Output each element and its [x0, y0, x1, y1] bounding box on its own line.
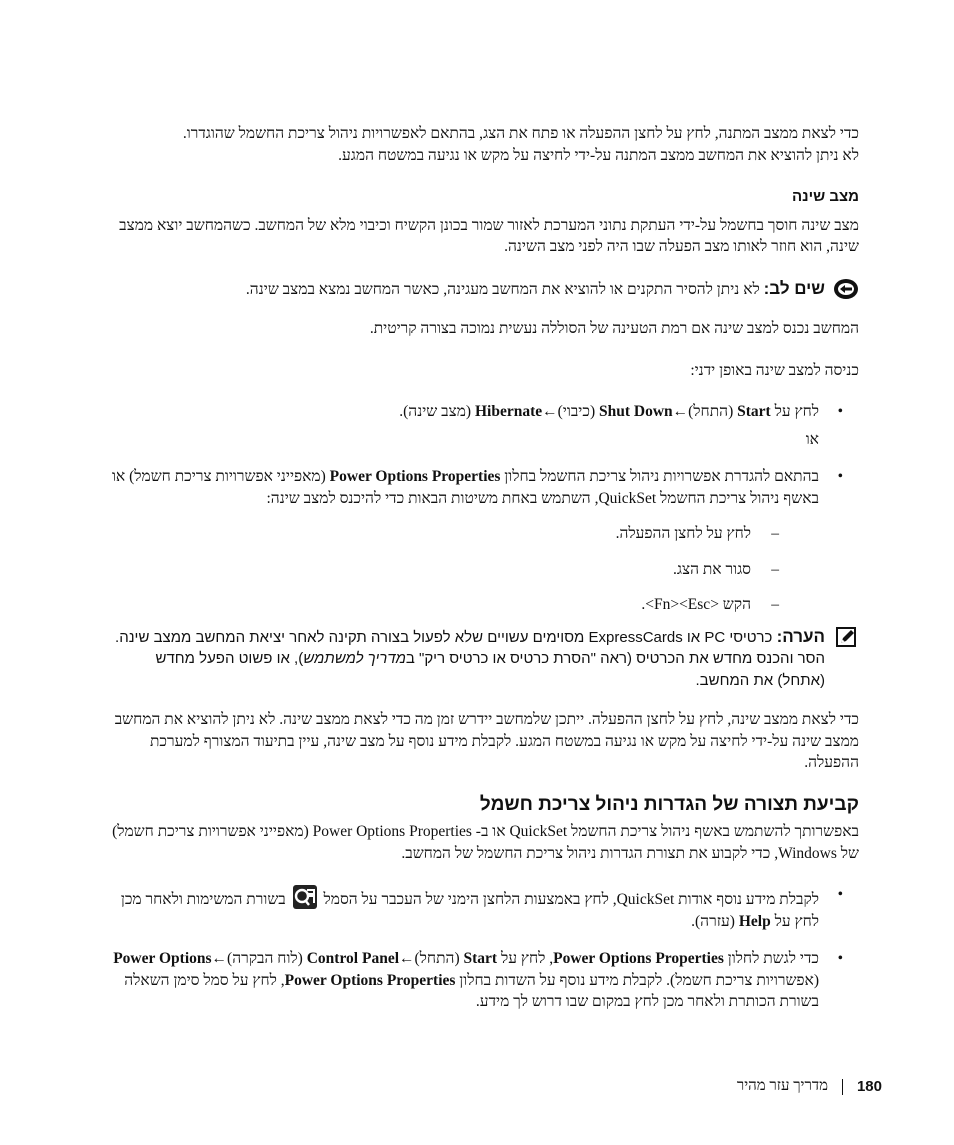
note-block — [104, 626, 859, 692]
sub-list — [104, 523, 819, 616]
text: (מצב שינה). — [399, 403, 475, 420]
note-body-1: כרטיסי PC או ExpressCards מסוימים עשויים שלא לפעול בצורה תקינה לאחר יציאת המחשב ממצב שינה. הסר והכנס מחדש את הכרטיס (ראה "הסרת כרטיס או כרטיס ריק" ב — [115, 628, 825, 667]
text: , לחץ על — [497, 950, 554, 967]
text: (התחל) — [414, 950, 464, 967]
sub-item: – הקש <Fn><Esc>. — [104, 594, 819, 616]
text: לחץ על — [770, 403, 819, 420]
sub-item: – סגור את הצג. — [104, 559, 819, 581]
config-heading: קביעת תצורה של הגדרות ניהול צריכת חשמל — [479, 793, 859, 815]
power-options-ref: Power Options — [113, 950, 212, 967]
arrow-icon: ← — [399, 950, 415, 967]
notice-label: שים לב: — [763, 278, 825, 298]
list-item — [104, 948, 859, 1013]
control-panel-ref: Control Panel — [306, 950, 400, 967]
quickset-taskbar-icon — [292, 884, 318, 910]
text: (לוח הבקרה) — [227, 950, 307, 967]
user-guide-ref: מדריך למשתמש — [303, 650, 406, 667]
note-pencil-icon — [833, 626, 859, 648]
arrow-icon: ← — [211, 950, 228, 967]
or-text: או — [805, 430, 819, 448]
notice-text — [104, 278, 825, 301]
text: (התחל) — [688, 403, 738, 420]
text: , לחץ על סמל סימן השאלה בשורת הכותרת ולאחר מכן לחץ במקום שבו דרוש לך מידע. — [124, 971, 819, 1010]
hibernate-ref: Hibernate — [474, 403, 543, 420]
shutdown-ref: Shut Down — [598, 403, 673, 420]
notice-block — [104, 278, 859, 301]
page-content — [104, 123, 859, 1029]
note-label: הערה: — [776, 626, 825, 646]
intro-paragraph — [104, 123, 859, 166]
intro-line-2: לא ניתן להוציא את המחשב ממצב המתנה על-ידי לחיצה על מקש או נגיעה במשטח המגע. — [338, 146, 859, 164]
text: לקבלת מידע נוסף אודות QuickSet, לחץ באמצעות הלחצן הימני של העכבר על הסמל — [319, 891, 819, 908]
hibernate-description: מצב שינה חוסך בחשמל על-ידי העתקת נתוני המערכת לאזור שמור בכונן הקשיח וכיבוי מלא של המחשב. כשהמחשב יוצא ממצב שינה, הוא חוזר לאותו מצב הפעלה שבו היה לפני מצב השינה. — [119, 216, 859, 255]
page-footer — [737, 1076, 882, 1098]
notice-icon — [833, 278, 859, 300]
start-menu-ref: Start — [463, 950, 498, 967]
manual-paragraph: כניסה למצב שינה באופן ידני: — [690, 361, 859, 379]
text: בשורת המשימות ולאחר מכן לחץ על — [120, 891, 819, 930]
list-item — [104, 401, 859, 423]
power-options-ref: Power Options Properties — [553, 950, 724, 967]
list-item — [104, 466, 859, 616]
sub-item: – לחץ על לחצן ההפעלה. — [104, 523, 819, 545]
text: כדי לגשת לחלון — [723, 950, 819, 967]
hibernate-options-list — [104, 466, 859, 616]
note-body-2: ), או פשוט הפעל מחדש (אתחל) את המחשב. — [155, 650, 825, 689]
config-intro: באפשרותך להשתמש באשף ניהול צריכת החשמל QuickSet או ב- Power Options Properties (מאפייני אפשרויות צריכת חשמל) של Windows, כדי לקבוע את תצורת הגדרות ניהול צריכת החשמל של המחשב. — [112, 823, 859, 862]
power-options-ref: Power Options Properties — [284, 971, 456, 989]
footer-divider — [842, 1079, 843, 1095]
hibernate-heading: מצב שינה — [791, 188, 859, 205]
page-number: 180 — [856, 1078, 882, 1095]
exit-paragraph: כדי לצאת ממצב שינה, לחץ על לחצן ההפעלה. ייתכן שלמחשב יידרש זמן מה כדי לצאת ממצב שינה. לא ניתן להוציא את המחשב ממצב שינה על-ידי לחיצה על מקש או נגיעה במשטח המגע. לקבלת מידע נוסף על מצב שינה, עיין בתיעוד המצורף למערכת ההפעלה. — [114, 711, 859, 771]
arrow-icon: ← — [672, 403, 689, 420]
notice-body: לא ניתן להסיר התקנים או להוציא את המחשב מעגינה, כאשר המחשב נמצא במצב שינה. — [245, 280, 764, 298]
footer-title: מדריך עזר מהיר — [736, 1078, 828, 1094]
start-menu-ref: Start — [737, 403, 771, 420]
list-item — [104, 884, 859, 932]
intro-line-1: כדי לצאת ממצב המתנה, לחץ על לחצן ההפעלה או פתח את הצג, בהתאם לאפשרויות ניהול צריכת החשמל שהוגדרו. — [182, 125, 859, 142]
hibernate-methods-list — [104, 401, 859, 423]
text: (מאפייני אפשרויות צריכת חשמל) או באשף ניהול צריכת החשמל QuickSet, השתמש באחת משיטות הבאות כדי להיכנס למצב שינה: — [111, 468, 819, 507]
arrow-icon: ← — [542, 403, 558, 420]
text: בהתאם להגדרת אפשרויות ניהול צריכת החשמל בחלון — [500, 468, 819, 485]
text: (כיבוי) — [557, 403, 599, 420]
text: (עזרה). — [691, 912, 739, 930]
battery-paragraph: המחשב נכנס למצב שינה אם רמת הטעינה של הסוללה נעשית נמוכה בצורה קריטית. — [369, 320, 859, 337]
config-list — [104, 884, 859, 1013]
power-options-ref: Power Options Properties — [329, 468, 501, 485]
note-text — [104, 626, 825, 692]
text: (אפשרויות צריכת חשמל). לקבלת מידע נוסף על השדות בחלון — [455, 971, 819, 989]
help-ref: Help — [738, 912, 771, 930]
